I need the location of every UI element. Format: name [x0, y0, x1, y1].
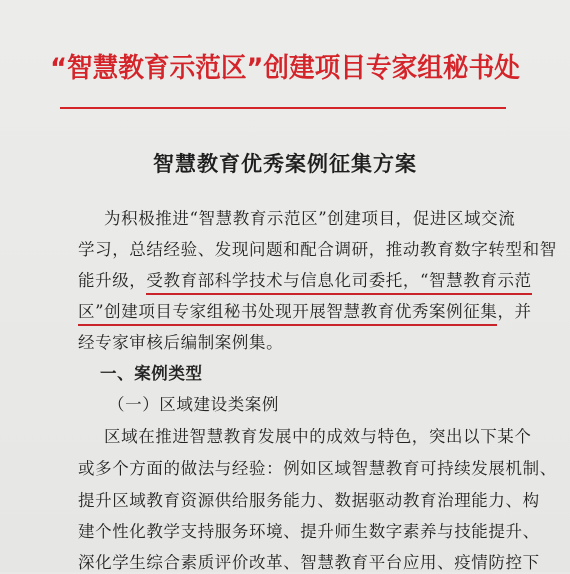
underlined-text: 区”创建项目专家组秘书处现开展智慧教育优秀案例征集 [78, 302, 497, 326]
paragraph-line: 提升区域教育资源供给服务能力、数据驱动教育治理能力、构 [78, 491, 540, 510]
paragraph-line: 深化学生综合素质评价改革、智慧教育平台应用、疫情防控下 [78, 553, 540, 572]
paragraph-line: 学习，总结经验、发现问题和配合调研，推动教育数字转型和智 [78, 240, 557, 259]
subsection-heading: （一）区域建设类案例 [108, 395, 279, 414]
paragraph-line: 为积极推进“智慧教育示范区”创建项目，促进区域交流 [104, 209, 516, 228]
paragraph-text: ，并 [497, 302, 532, 321]
paragraph-line: 建个性化教学支持服务环境、提升师生数字素养与技能提升、 [78, 522, 540, 541]
letterhead-red-rule [60, 107, 506, 109]
paragraph-line: 或多个方面的做法与经验：例如区域智慧教育可持续发展机制、 [78, 459, 557, 478]
document-title: 智慧教育优秀案例征集方案 [153, 152, 417, 176]
paragraph-text: 能升级， [78, 271, 147, 290]
letterhead-title: “智慧教育示范区”创建项目专家组秘书处 [50, 53, 520, 84]
paragraph-line [78, 301, 532, 323]
underlined-text: 受教育部科学技术与信息化司委托，“智慧教育示范 [146, 271, 531, 295]
paragraph-line [78, 270, 532, 292]
section-heading: 一、案例类型 [100, 364, 203, 383]
paragraph-line: 区域在推进智慧教育发展中的成效与特色，突出以下某个 [104, 427, 532, 446]
paragraph-line: 经专家审核后编制案例集。 [78, 333, 284, 352]
